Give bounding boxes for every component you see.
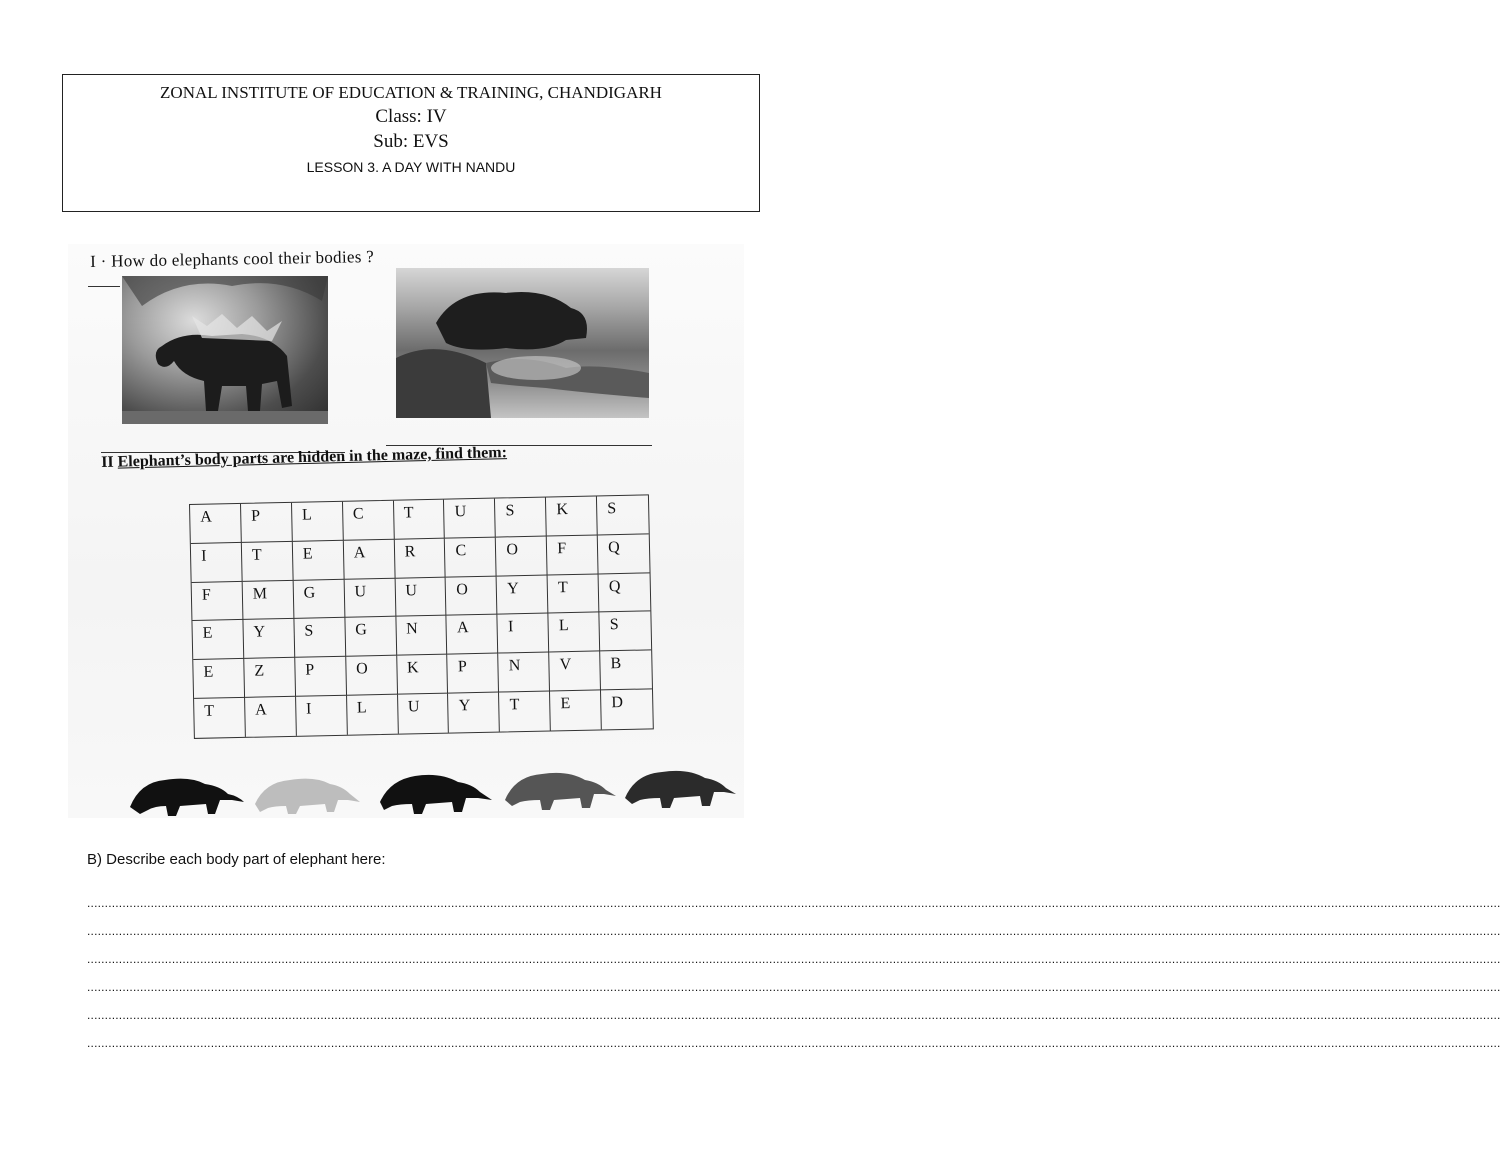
maze-cell: D xyxy=(611,694,624,712)
dotted-answer-line[interactable]: ................................................................................................................................................................................................................................................................................................................................................................................................................ xyxy=(87,924,1501,938)
maze-cell: I xyxy=(498,614,550,654)
maze-cell: S xyxy=(294,618,346,658)
maze-cell: C xyxy=(343,501,395,541)
word-maze-grid xyxy=(189,494,654,739)
maze-cell: A xyxy=(245,697,297,737)
maze-cell: T xyxy=(548,574,600,614)
maze-cell: F xyxy=(192,582,244,622)
maze-cell: N xyxy=(499,653,551,693)
maze-cell: A xyxy=(447,615,499,655)
maze-cell: E xyxy=(293,541,345,581)
lesson-title: LESSON 3. A DAY WITH NANDU xyxy=(306,159,516,175)
maze-cell: U xyxy=(395,577,447,617)
maze-cell: A xyxy=(190,504,242,544)
maze-cell: N xyxy=(396,616,448,656)
maze-cell: G xyxy=(293,579,345,619)
maze-cell: M xyxy=(243,580,295,620)
dotted-answer-line[interactable]: ................................................................................................................................................................................................................................................................................................................................................................................................................ xyxy=(87,980,1501,994)
maze-cell: L xyxy=(347,695,399,735)
maze-cell: E xyxy=(192,620,244,660)
maze-cell: A xyxy=(343,540,395,580)
maze-cell: T xyxy=(194,698,246,738)
maze-cell: T xyxy=(394,500,446,540)
maze-cell: C xyxy=(445,537,497,577)
dotted-answer-line[interactable]: ................................................................................................................................................................................................................................................................................................................................................................................................................ xyxy=(87,1036,1501,1050)
maze-cell: F xyxy=(547,535,599,575)
maze-cell: L xyxy=(292,502,344,542)
dotted-answer-line[interactable]: ................................................................................................................................................................................................................................................................................................................................................................................................................ xyxy=(87,952,1501,966)
maze-cell: G xyxy=(345,617,397,657)
elephant-spraying-photo xyxy=(122,276,328,424)
elephant-herd-illustration xyxy=(120,762,740,818)
elephant-silhouette-4 xyxy=(505,773,616,810)
maze-cell: Q xyxy=(598,534,650,574)
elephant-silhouette-5 xyxy=(625,771,736,808)
maze-cell: Y xyxy=(497,575,549,615)
maze-cell: Y xyxy=(243,619,295,659)
maze-cell: I xyxy=(296,696,348,736)
maze-cell: S xyxy=(597,495,649,535)
maze-cell: U xyxy=(398,694,450,734)
maze-cell: V xyxy=(549,652,601,692)
maze-cell: E xyxy=(550,691,602,731)
maze-cell: Z xyxy=(244,658,296,698)
institute-name: ZONAL INSTITUTE OF EDUCATION & TRAINING, CHANDIGARH xyxy=(160,83,662,102)
maze-cell: T xyxy=(499,692,551,732)
maze-cell: I xyxy=(191,543,243,583)
maze-cell: K xyxy=(397,655,449,695)
maze-cell: O xyxy=(496,536,548,576)
part-b-instruction: B) Describe each body part of elephant here: xyxy=(87,851,386,868)
maze-cell: B xyxy=(600,651,652,691)
elephants-bathing-photo xyxy=(396,268,649,418)
question-1-rule xyxy=(88,286,120,287)
maze-cell: Y xyxy=(448,693,500,733)
maze-cell: U xyxy=(344,578,396,618)
question-1: I · How do elephants cool their bodies ? xyxy=(90,247,375,271)
maze-cell: R xyxy=(394,538,446,578)
question-2-prefix: II xyxy=(101,453,118,471)
header-box xyxy=(62,74,760,212)
maze-cell: E xyxy=(193,659,245,699)
dotted-answer-line[interactable]: ................................................................................................................................................................................................................................................................................................................................................................................................................ xyxy=(87,896,1501,910)
maze-cell: T xyxy=(242,542,294,582)
maze-cell: L xyxy=(549,613,601,653)
maze-cell: O xyxy=(346,656,398,696)
question-2-text: Elephant’s body parts are hidden in the maze, find them: xyxy=(117,444,508,471)
maze-cell: P xyxy=(295,657,347,697)
maze-cell: K xyxy=(546,496,598,536)
dotted-answer-line[interactable]: ................................................................................................................................................................................................................................................................................................................................................................................................................ xyxy=(87,1008,1501,1022)
scanned-worksheet xyxy=(68,244,744,818)
maze-cell: U xyxy=(444,499,496,539)
elephant-silhouette-1 xyxy=(130,779,244,816)
maze-cell: Q xyxy=(599,573,651,613)
question-2 xyxy=(101,444,507,472)
elephant-silhouette-3 xyxy=(380,775,492,814)
class-label: Class: IV xyxy=(375,106,447,127)
maze-cell: S xyxy=(495,498,547,538)
maze-cell: P xyxy=(448,654,500,694)
maze-cell: O xyxy=(446,576,498,616)
subject-label: Sub: EVS xyxy=(373,131,449,152)
maze-cell: S xyxy=(599,612,651,652)
elephant-silhouette-2 xyxy=(255,779,360,814)
maze-cell: P xyxy=(241,503,293,543)
